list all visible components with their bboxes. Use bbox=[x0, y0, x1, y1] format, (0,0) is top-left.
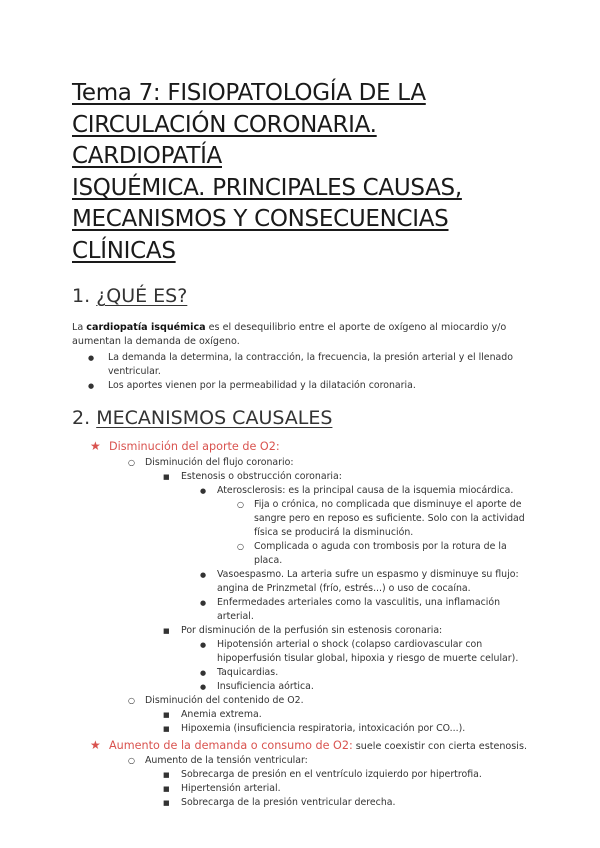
list-item: ■ Por disminución de la perfusión sin estenosis coronaria: bbox=[163, 625, 443, 636]
list-item: ■ Anemia extrema. bbox=[163, 709, 262, 720]
section-1-heading: 1. ¿QUÉ ES? bbox=[72, 285, 188, 307]
star-icon: ★ bbox=[90, 439, 101, 453]
list-item: ○ Disminución del contenido de O2. bbox=[128, 695, 304, 706]
demanda-list bbox=[72, 754, 532, 768]
list-item: ■ Hipertensión arterial. bbox=[163, 783, 281, 794]
list-item: ● Aterosclerosis: es la principal causa de la isquemia miocárdica. bbox=[200, 485, 514, 496]
list-item: ● Los aportes vienen por la permeabilidad y la dilatación coronaria. bbox=[72, 379, 532, 393]
aporte-heading: ★ Disminución del aporte de O2: bbox=[90, 439, 280, 453]
key-term: cardiopatía isquémica bbox=[86, 322, 206, 333]
aporte-list bbox=[72, 456, 532, 470]
list-item: ■ Sobrecarga de la presión ventricular derecha. bbox=[163, 797, 396, 808]
demanda-heading: ★ Aumento de la demanda o consumo de O2: suele coexistir con cierta estenosis. bbox=[90, 738, 528, 752]
list-item: ● Vasoespasmo. La arteria sufre un espasmo y disminuye su flujo: angina de Prinzmetal (frío, estrés...) o uso de cocaína. bbox=[200, 569, 519, 594]
section-1-list bbox=[72, 351, 532, 393]
list-item: ■ Estenosis o obstrucción coronaria: bbox=[163, 471, 342, 482]
section-2-heading: 2. MECANISMOS CAUSALES bbox=[72, 407, 333, 429]
list-item: ○ Complicada o aguda con trombosis por la rotura de la placa. bbox=[237, 541, 507, 566]
document-title: Tema 7: FISIOPATOLOGÍA DE LA CIRCULACIÓN CORONARIA. CARDIOPATÍA ISQUÉMICA. PRINCIPALES CAUSAS, MECANISMOS Y CONSECUENCIAS CLÍNICAS bbox=[72, 80, 462, 264]
list-item: ○ Fija o crónica, no complicada que disminuye el aporte de sangre pero en reposo es suficiente. Solo con la actividad física se producirá la disminución. bbox=[237, 499, 525, 538]
document-page bbox=[72, 78, 532, 810]
list-item: ■ Sobrecarga de presión en el ventrículo izquierdo por hipertrofia. bbox=[163, 769, 482, 780]
list-item: ○ Aumento de la tensión ventricular: bbox=[128, 755, 308, 766]
list-item: ● Enfermedades arteriales como la vasculitis, una inflamación arterial. bbox=[200, 597, 501, 622]
list-item: ■ Hipoxemia (insuficiencia respiratoria, intoxicación por CO...). bbox=[163, 723, 466, 734]
list-item: ● Insuficiencia aórtica. bbox=[200, 681, 314, 692]
list-item: ● Hipotensión arterial o shock (colapso cardiovascular con hipoperfusión tisular global, hipoxia y riesgo de muerte celular). bbox=[200, 639, 519, 664]
list-item: ● La demanda la determina, la contracción, la frecuencia, la presión arterial y el llenado ventricular. bbox=[72, 351, 532, 379]
intro-paragraph: La cardiopatía isquémica es el desequilibrio entre el aporte de oxígeno al miocardio y/o aumentan la demanda de oxígeno. bbox=[72, 322, 507, 347]
star-icon: ★ bbox=[90, 738, 101, 752]
list-item: ○ Disminución del flujo coronario: bbox=[128, 457, 294, 468]
list-item: ● Taquicardias. bbox=[200, 667, 279, 678]
